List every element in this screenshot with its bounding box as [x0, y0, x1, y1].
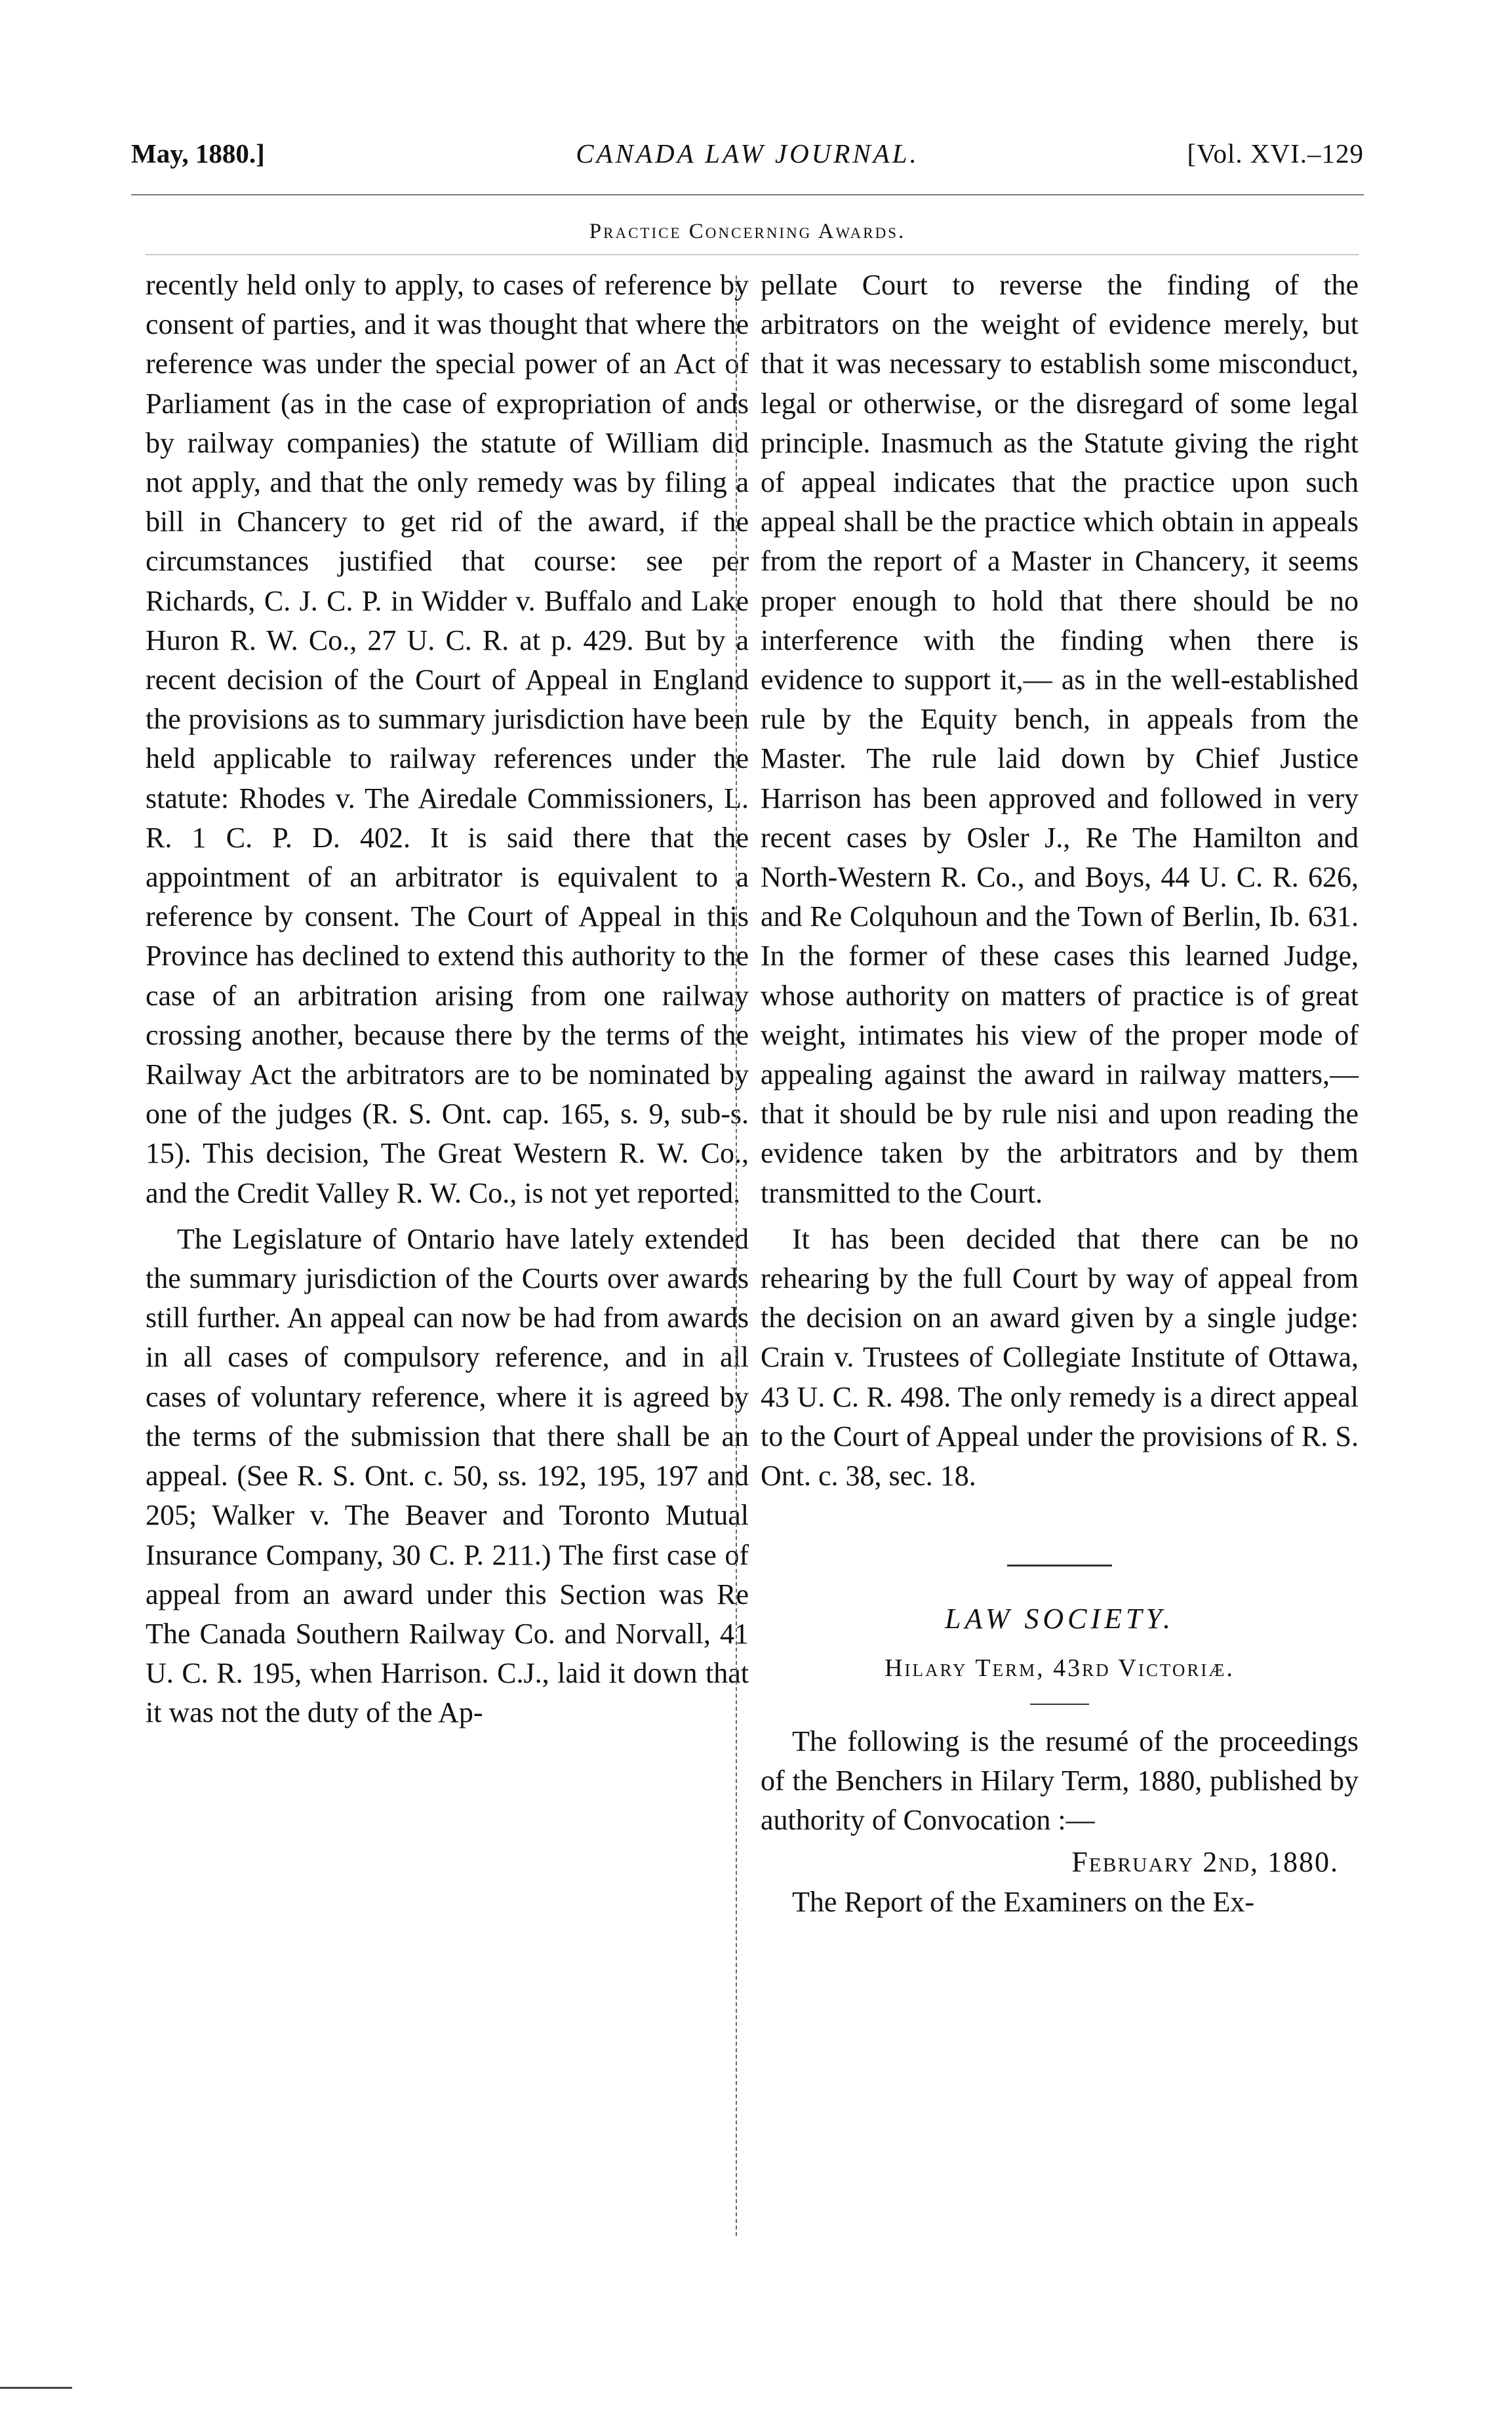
meeting-date: February 2nd, 1880.: [1071, 1846, 1339, 1879]
column-divider: [736, 275, 737, 2236]
left-column: [146, 266, 749, 1733]
left-paragraph-2: The Legislature of Ontario have lately extended the summary jurisdiction of the Courts over awards still further. An appeal can now be had from awards in all cases of compulsory reference, and in all cases of voluntary reference, where it is agreed by the terms of the submission that there shall be an appeal. (See R. S. Ont. c. 50, ss. 192, 195, 197 and 205; Walker v. The Beaver and Toronto Mutual Insurance Company, 30 C. P. 211.) The first case of appeal from an award under this Section was Re The Canada Southern Railway Co. and Norvall, 41 U. C. R. 195, when Harrison. C.J., laid it down that it was not the duty of the Ap-: [146, 1222, 749, 1729]
subheading-rule: [1030, 1704, 1089, 1705]
journal-title: CANADA LAW JOURNAL.: [576, 138, 919, 169]
law-society-subheading: Hilary Term, 43rd Victoriæ.: [885, 1654, 1235, 1682]
law-society-heading: LAW SOCIETY.: [945, 1603, 1174, 1635]
right-paragraph-3: The following is the resumé of the proceedings of the Benchers in Hilary Term, 1880, published by authority of Convocation :—: [761, 1725, 1359, 1837]
right-column: [761, 266, 1359, 1922]
right-paragraph-4: The Report of the Examiners on the Ex-: [792, 1885, 1255, 1918]
header-date: May, 1880.]: [131, 138, 265, 169]
header-rule: [131, 194, 1364, 195]
right-paragraph-1: pellate Court to reverse the finding of the arbitrators on the weight of evidence merely, but that it was necessary to establish some misconduct, legal or otherwise, or the disregard of some legal principle. Inasmuch as the Statute giving the right of appeal indicates that the practice upon such appeal shall be the practice which obtain in appeals from the report of a Master in Chancery, it seems proper enough to hold that there should be no interference with the finding when there is evidence to support it,— as in the well-established rule by the Equity bench, in appeals from the Master. The rule laid down by Chief Justice Harrison has been approved and followed in very recent cases by Osler J., Re The Hamilton and North-Western R. Co., and Boys, 44 U. C. R. 626, and Re Colquhoun and the Town of Berlin, Ib. 631. In the former of these cases this learned Judge, whose authority on matters of practice is of great weight, intimates his view of the proper mode of appealing against the award in railway matters,—that it should be by rule nisi and upon reading the evidence taken by the arbitrators and by them transmitted to the Court.: [761, 269, 1359, 1209]
subheader-rule: [146, 254, 1359, 255]
running-header: [131, 138, 1364, 184]
right-paragraph-2: It has been decided that there can be no rehearing by the full Court by way of appeal from the decision on an award given by a single judge: Crain v. Trustees of Collegiate Institute of Ottawa, 43 U. C. R. 498. The only remedy is a direct appeal to the Court of Appeal under the provisions of R. S. Ont. c. 38, sec. 18.: [761, 1222, 1359, 1492]
section-separator-rule: [1007, 1565, 1112, 1567]
section-running-title: Practice Concerning Awards.: [589, 220, 906, 243]
volume-page-number: [Vol. XVI.–129: [1187, 138, 1364, 169]
left-paragraph-1: recently held only to apply, to cases of reference by consent of parties, and it was thought that where the reference was under the special power of an Act of Parliament (as in the case of expropriation of ands by railway companies) the statute of William did not apply, and that the only remedy was by filing a bill in Chancery to get rid of the award, if the circumstances justified that course: see per Richards, C. J. C. P. in Widder v. Buffalo and Lake Huron R. W. Co., 27 U. C. R. at p. 429. But by a recent decision of the Court of Appeal in England the provisions as to summary jurisdiction have been held applicable to railway references under the statute: Rhodes v. The Airedale Commissioners, L. R. 1 C. P. D. 402. It is said there that the appointment of an arbitrator is equivalent to a reference by consent. The Court of Appeal in this Province has declined to extend this authority to the case of an arbitration arising from one railway crossing another, because there by the terms of the Railway Act the arbitrators are to be nominated by one of the judges (R. S. Ont. cap. 165, s. 9, sub-s. 15). This decision, The Great Western R. W. Co., and the Credit Valley R. W. Co., is not yet reported.: [146, 269, 749, 1209]
footer-mark: [0, 2387, 72, 2389]
